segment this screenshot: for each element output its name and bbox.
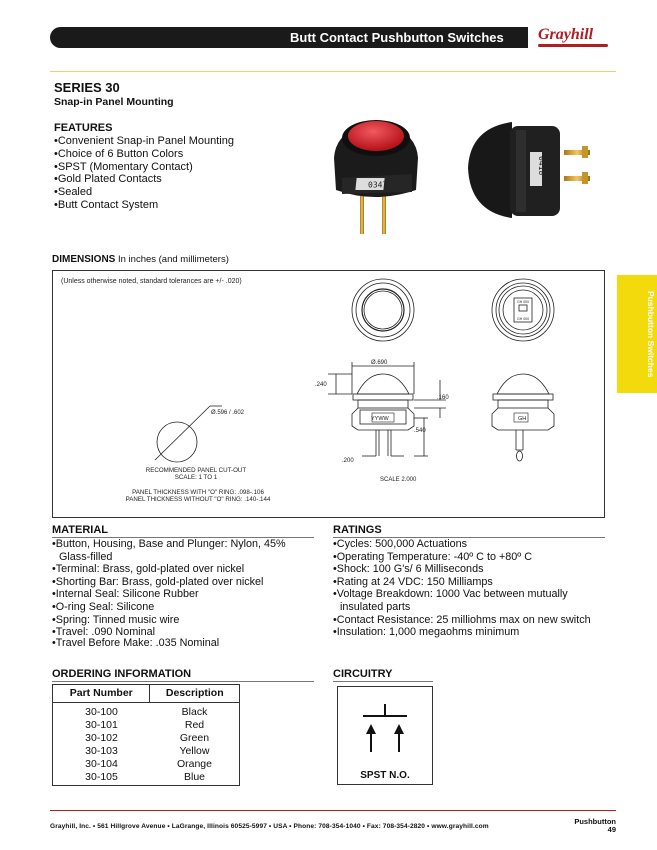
list-item: • Gold Plated Contacts: [54, 173, 234, 186]
description-cell: Green: [179, 731, 210, 744]
grayhill-logo: Grayhill: [538, 26, 594, 43]
footer-section-name: Pushbutton: [574, 817, 616, 826]
description-cell: Red: [184, 718, 205, 731]
list-item: • Sealed: [54, 186, 234, 199]
page-number: 49: [607, 825, 616, 834]
list-item: • Voltage Breakdown: 1000 Vac between mutually insulated parts: [333, 588, 605, 613]
list-item: • Butt Contact System: [54, 199, 234, 212]
list-item: • Terminal: Brass, gold-plated over nickel: [52, 563, 314, 576]
scale-2-label: SCALE 2.000: [380, 477, 417, 483]
list-item: • O-ring Seal: Silicone: [52, 601, 314, 614]
switch-front-photo: [334, 120, 418, 234]
table-row: [53, 703, 240, 719]
material-list: [52, 538, 314, 649]
table-row: [53, 732, 240, 745]
part-number-cell: 30-104: [85, 757, 118, 770]
photo-marking-side: 0418: [537, 156, 546, 176]
column-header-description: Description: [150, 685, 240, 703]
list-item: • Insulation: 1,000 megaohms minimum: [333, 626, 605, 639]
ratings-list: [333, 538, 605, 639]
footer-section: [570, 818, 616, 834]
cutout-scale: SCALE: 1 TO 1: [174, 474, 218, 481]
list-item: • Shock: 100 G's/ 6 Milliseconds: [333, 563, 605, 576]
ratings-heading: RATINGS: [333, 524, 382, 536]
ordering-divider: [52, 681, 314, 682]
page-title: Butt Contact Pushbutton Switches: [290, 30, 504, 45]
front-view-dome: [357, 374, 409, 394]
table-row: [53, 719, 240, 732]
panel-thickness-no-oring: PANEL THICKNESS WITHOUT "O" RING: .140-.144: [125, 496, 271, 503]
series-title: SERIES 30: [54, 80, 120, 95]
gh-marking: GH: [518, 416, 527, 422]
part-number-cell: 30-101: [85, 718, 118, 731]
features-heading: FEATURES: [54, 122, 113, 134]
part-number-cell: 30-102: [85, 731, 118, 744]
part-number-cell: 30-105: [85, 770, 118, 783]
product-photo: [320, 108, 610, 243]
list-item: • Spring: Tinned music wire: [52, 614, 314, 627]
list-item: • Choice of 6 Button Colors: [54, 148, 234, 161]
list-item: • Shorting Bar: Brass, gold-plated over nickel: [52, 576, 314, 589]
series-subtitle: Snap-in Panel Mounting: [54, 96, 174, 108]
section-tab-label: Pushbutton Switches: [646, 290, 656, 378]
spst-schematic: [337, 686, 433, 770]
list-item: • Contact Resistance: 25 milliohms max on new switch: [333, 614, 605, 627]
part-number-cell: 30-100: [85, 706, 118, 718]
list-item: • Operating Temperature: -40º C to +80º C: [333, 551, 605, 564]
yyww-marking: YYWW: [371, 416, 389, 422]
list-item: • Convenient Snap-in Panel Mounting: [54, 135, 234, 148]
description-cell: Blue: [183, 770, 205, 783]
table-row: [53, 771, 240, 786]
switch-side-photo: [468, 122, 590, 218]
list-item: • SPST (Momentary Contact): [54, 161, 234, 174]
bottom-view-ring: [492, 279, 554, 341]
footer-contact: Grayhill, Inc. • 561 Hillgrove Avenue • LaGrange, Illinois 60525-5997 • USA • Phone: 708-354-1040 • Fax: 708-354-2820 • www.grayhill.com: [50, 823, 489, 830]
dim-540-label: .540: [414, 428, 426, 434]
list-item: • Travel: .090 Nominal: [52, 626, 314, 639]
description-cell: Orange: [176, 757, 212, 770]
list-item: • Rating at 24 VDC: 150 Milliamps: [333, 576, 605, 589]
description-cell: Yellow: [179, 744, 210, 757]
logo-swash: [538, 44, 608, 47]
list-item: • Button, Housing, Base and Plunger: Nylon, 45% Glass-filled: [52, 538, 314, 563]
dimensions-heading: [52, 254, 229, 265]
top-view-outer-ring: [352, 279, 414, 341]
features-list: [54, 135, 234, 212]
panel-cutout-circle: [157, 422, 197, 462]
cutout-dia-label: Ø.596 / .602: [211, 410, 245, 416]
circuit-label: SPST N.O.: [360, 770, 410, 781]
table-row: [53, 758, 240, 771]
dimensions-title: DIMENSIONS: [52, 254, 116, 265]
material-heading: MATERIAL: [52, 524, 109, 536]
cutout-label: RECOMMENDED PANEL CUT-OUT: [145, 467, 247, 474]
side-view-dome: [497, 374, 549, 394]
dim-200-label: .200: [342, 458, 354, 464]
description-cell: Black: [181, 706, 208, 718]
photo-marking-front: 0347: [368, 180, 388, 190]
top-small-label: GH 000: [517, 317, 530, 321]
ordering-heading: ORDERING INFORMATION: [52, 668, 192, 680]
dim-160-label: .160: [437, 395, 449, 401]
footer-divider: [50, 810, 616, 811]
list-item: • Travel Before Make: .035 Nominal: [52, 637, 314, 650]
dimensions-units: In inches (and millimeters): [117, 254, 229, 265]
header-divider: [50, 71, 616, 72]
top-small-label: GH 000: [517, 300, 530, 304]
dia-690-label: Ø.690: [371, 360, 388, 366]
column-header-part-number: Part Number: [53, 685, 150, 703]
tolerance-note: (Unless otherwise noted, standard tolerances are +/- .020): [61, 278, 242, 285]
list-item: • Internal Seal: Silicone Rubber: [52, 588, 314, 601]
ordering-table: [52, 684, 240, 786]
dim-240-label: .240: [315, 382, 327, 388]
circuitry-heading: CIRCUITRY: [333, 668, 393, 680]
table-row: [53, 745, 240, 758]
circuitry-divider: [333, 681, 433, 682]
part-number-cell: 30-103: [85, 744, 118, 757]
panel-thickness-oring: PANEL THICKNESS WITH "O" RING: .098-.106: [132, 489, 264, 496]
list-item: • Cycles: 500,000 Actuations: [333, 538, 605, 551]
